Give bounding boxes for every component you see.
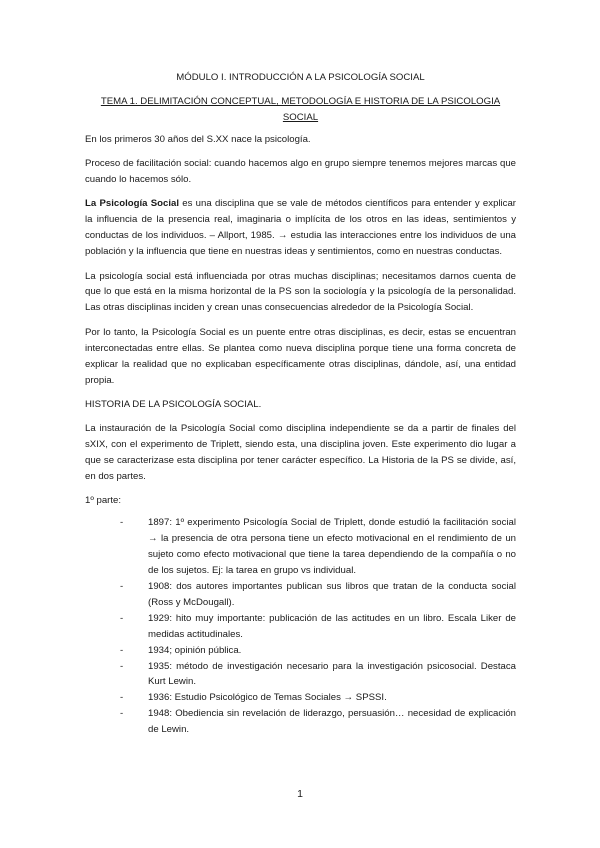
list-item-text: 1935: método de investigación necesario para la investigación psicosocial. Destaca Kurt Lewin.	[148, 660, 516, 688]
list-item-text: 1936: Estudio Psicológico de Temas Sociales → SPSSI.	[148, 692, 387, 704]
paragraph-bridge: Por lo tanto, la Psicología Social es un puente entre otras disciplinas, es decir, estas se encuentran interconectadas entre ellas. Se plantea como nueva disciplina porque tiene una forma concreta de explicar la realidad que no explicaban específicamente otras disciplinas, dándole, así, una entidad propia.	[85, 326, 516, 386]
timeline-list	[85, 515, 516, 738]
page-number: 1	[297, 788, 303, 800]
bullet-dash: -	[120, 692, 124, 704]
paragraph-influences: La psicología social está influenciada por otras muchas disciplinas; necesitamos darnos cuenta de que lo que está en la misma horizontal de la PS son la sociología y la psicología de la personalidad. Las otras disciplinas inciden y crean unas consecuencias alrededor de la Psicología Social.	[85, 270, 516, 314]
list-item-text: 1929: hito muy importante: publicación de las actitudes en un libro. Escala Liker de medidas actitudinales.	[148, 612, 516, 640]
paragraph-definition	[85, 196, 516, 260]
bullet-dash: -	[120, 580, 124, 592]
bullet-dash: -	[120, 644, 124, 656]
bullet-dash: -	[120, 660, 124, 672]
list-item	[85, 690, 516, 706]
list-item-text: 1908: dos autores importantes publican sus libros que tratan de la conducta social (Ross y McDougall).	[148, 580, 516, 608]
module-title: MÓDULO I. INTRODUCCIÓN A LA PSICOLOGÍA SOCIAL	[176, 72, 425, 83]
document-page	[85, 70, 516, 738]
term-psicologia-social: La Psicología Social	[85, 198, 179, 210]
paragraph-intro: En los primeros 30 años del S.XX nace la psicología.	[85, 133, 311, 145]
bullet-dash: -	[120, 612, 124, 624]
part-label: 1º parte:	[85, 495, 122, 507]
list-item	[85, 611, 516, 643]
list-item-text: 1948: Obediencia sin revelación de liderazgo, persuasión… necesidad de explicación de Lewin.	[148, 708, 516, 736]
bullet-dash: -	[120, 708, 124, 720]
bullet-dash: -	[120, 517, 124, 529]
list-item	[85, 643, 516, 659]
list-item-text: 1897: 1º experimento Psicología Social de Triplett, donde estudió la facilitación social → la presencia de otra persona tiene un efecto motivacional en el rendimiento de un sujeto como efecto motivacional que tiene la tarea dependiendo de la compañía o no de los sujetos. Ej: la tarea en grupo vs individual.	[148, 517, 516, 577]
list-item-text: 1934; opinión pública.	[148, 644, 242, 656]
paragraph-history: La instauración de la Psicología Social como disciplina independiente se da a partir de finales del sXIX, con el experimento de Triplett, siendo esta, una disciplina joven. Este experimento dio lugar a que se caracterizase esta disciplina por tener carácter específico. La Historia de la PS se divide, así, en dos partes.	[85, 423, 516, 483]
history-heading: HISTORIA DE LA PSICOLOGÍA SOCIAL.	[85, 398, 262, 410]
list-item	[85, 659, 516, 691]
list-item	[85, 579, 516, 611]
topic-title: TEMA 1. DELIMITACIÓN CONCEPTUAL, METODOLOGÍA E HISTORIA DE LA PSICOLOGIA SOCIAL	[100, 95, 501, 123]
definition-text: es una disciplina que se vale de métodos científicos para entender y explicar la influencia de la presencia real, imaginaria o implícita de los otros en las ideas, sentimientos y conductas de los individuos. – Allport, 1985. → estudia las interacciones entre los individuos de una población y la influencia que tiene en nuestras ideas y sentimientos, como en nuestras conductas.	[85, 198, 516, 258]
list-item	[85, 706, 516, 738]
list-item	[85, 515, 516, 579]
paragraph-facilitation: Proceso de facilitación social: cuando hacemos algo en grupo siempre tenemos mejores marcas que cuando lo hacemos sólo.	[85, 158, 516, 186]
